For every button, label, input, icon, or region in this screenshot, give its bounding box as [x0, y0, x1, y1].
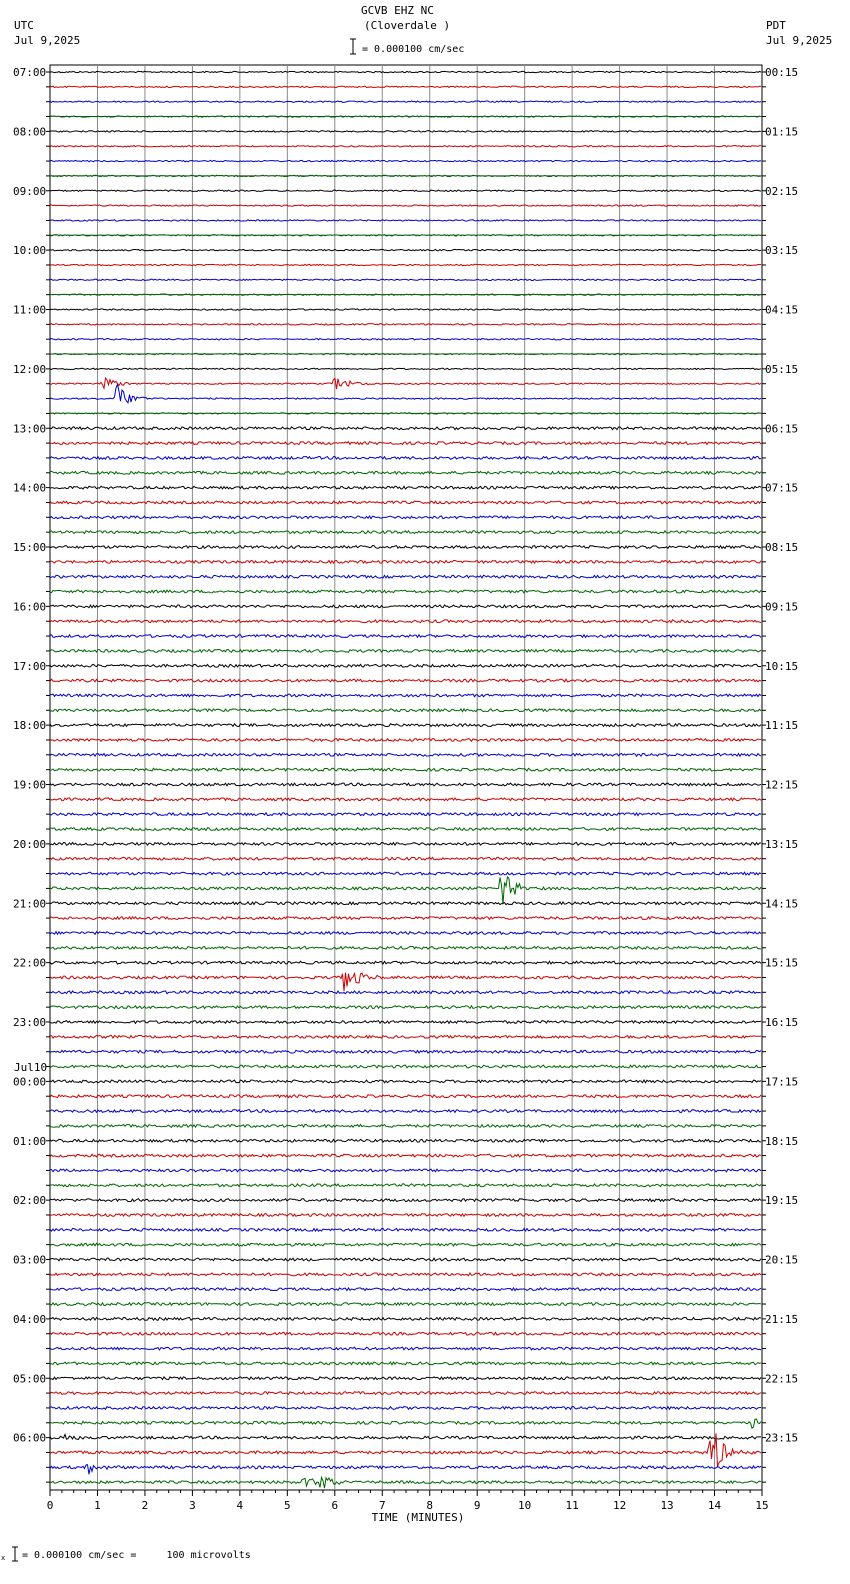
seismic-trace	[50, 1347, 761, 1350]
utc-hour-label: 14:00	[13, 481, 47, 495]
left-date: Jul 9,2025	[14, 34, 81, 47]
utc-hour-label: 09:00	[13, 184, 47, 198]
pdt-hour-label: 18:15	[765, 1134, 799, 1148]
seismic-trace	[50, 1317, 761, 1320]
utc-hour-label: 17:00	[13, 659, 47, 673]
seismic-trace	[50, 872, 761, 875]
x-tick-label: 3	[189, 1499, 196, 1512]
seismic-trace	[50, 768, 761, 771]
pdt-hour-label: 11:15	[765, 719, 799, 733]
seismic-trace	[50, 877, 761, 904]
utc-hour-label: 00:00	[13, 1075, 47, 1089]
seismic-trace	[50, 1065, 761, 1068]
seismic-trace	[50, 694, 761, 697]
station-title: GCVB EHZ NC	[361, 4, 434, 17]
seismic-trace	[50, 664, 761, 667]
pdt-hour-label: 13:15	[765, 837, 799, 851]
seismic-trace	[50, 973, 761, 991]
seismic-trace	[50, 457, 761, 460]
utc-hour-label: 02:00	[13, 1194, 47, 1208]
seismic-trace	[50, 309, 761, 310]
seismic-trace	[50, 798, 761, 801]
pdt-hour-label: 00:15	[765, 66, 799, 79]
utc-hour-label: 11:00	[13, 303, 47, 317]
seismic-trace	[50, 1035, 761, 1038]
utc-hour-label: 01:00	[13, 1134, 47, 1148]
pdt-hour-label: 12:15	[765, 778, 799, 792]
seismic-trace	[50, 917, 761, 920]
utc-hour-label: 03:00	[13, 1253, 47, 1267]
seismic-trace	[50, 546, 761, 549]
seismic-trace	[50, 101, 761, 102]
seismic-trace	[50, 1199, 761, 1202]
pdt-hour-label: 23:15	[765, 1431, 799, 1445]
seismic-trace	[50, 575, 761, 578]
x-tick-label: 4	[236, 1499, 244, 1512]
utc-hour-label: 15:00	[13, 541, 47, 554]
traces	[50, 71, 761, 1488]
seismic-trace	[50, 724, 761, 727]
seismic-trace	[50, 131, 761, 132]
seismic-trace	[50, 205, 761, 206]
seismic-trace	[50, 1110, 761, 1113]
seismic-trace	[50, 1332, 761, 1335]
right-date: Jul 9,2025	[766, 34, 833, 47]
pdt-hour-label: 19:15	[765, 1194, 799, 1208]
seismic-trace	[50, 501, 761, 504]
seismic-trace	[50, 1434, 761, 1439]
x-tick-label: 5	[284, 1499, 291, 1512]
pdt-hour-label: 20:15	[765, 1253, 799, 1267]
utc-hour-label: 18:00	[13, 719, 47, 733]
x-tick-label: 10	[518, 1499, 532, 1512]
utc-hour-label: 22:00	[13, 956, 47, 970]
seismic-trace	[50, 1303, 761, 1306]
date-change-label: Jul10	[14, 1061, 48, 1074]
seismic-trace	[50, 531, 761, 534]
seismic-trace	[50, 249, 761, 250]
utc-hour-label: 16:00	[13, 600, 47, 614]
utc-hour-label: 05:00	[13, 1372, 47, 1386]
seismic-trace	[50, 442, 761, 445]
seismic-trace	[50, 679, 761, 682]
seismic-trace	[50, 71, 761, 72]
seismic-trace	[50, 605, 761, 608]
x-tick-label: 15	[755, 1499, 769, 1512]
x-tick-label: 14	[707, 1499, 722, 1512]
seismic-trace	[50, 650, 761, 653]
pdt-hour-label: 22:15	[765, 1372, 799, 1386]
seismic-trace	[50, 590, 761, 593]
seismic-trace	[50, 635, 761, 638]
seismic-trace	[50, 1407, 761, 1410]
pdt-hour-label: 04:15	[765, 303, 799, 317]
left-timezone: UTC	[14, 19, 34, 32]
utc-hour-label: 19:00	[13, 778, 47, 792]
seismic-trace	[50, 1433, 761, 1466]
calibration-icon	[1, 1545, 21, 1563]
seismic-trace	[50, 1258, 761, 1261]
seismic-trace	[50, 86, 761, 87]
utc-hour-label: 20:00	[13, 837, 47, 851]
utc-hour-label: 12:00	[13, 362, 47, 376]
x-tick-label: 1	[94, 1499, 101, 1512]
pdt-hour-label: 03:15	[765, 244, 799, 258]
seismic-trace	[50, 991, 761, 994]
seismic-trace	[50, 560, 761, 563]
x-tick-label: 12	[612, 1499, 627, 1512]
seismic-trace	[50, 1184, 761, 1187]
seismic-trace	[50, 709, 761, 712]
pdt-hour-label: 15:15	[765, 956, 799, 970]
scale-value: = 0.000100 cm/sec	[362, 44, 465, 55]
x-tick-label: 6	[331, 1499, 339, 1512]
svg-text:x: x	[1, 1554, 6, 1562]
right-timezone: PDT	[766, 19, 786, 32]
seismic-trace	[50, 279, 761, 280]
seismic-trace	[50, 1465, 761, 1475]
pdt-hour-label: 06:15	[765, 422, 799, 436]
seismic-trace	[50, 783, 761, 786]
seismic-trace	[50, 1477, 761, 1488]
utc-hour-label: 10:00	[13, 244, 47, 258]
seismic-trace	[50, 1392, 761, 1395]
utc-hour-label: 06:00	[13, 1431, 47, 1445]
plot-frame	[50, 65, 762, 1490]
seismic-trace	[50, 828, 761, 831]
utc-hour-label: 23:00	[13, 1016, 47, 1029]
seismic-trace	[50, 1419, 761, 1428]
seismic-trace	[50, 264, 761, 265]
x-tick-label: 13	[660, 1499, 674, 1512]
seismic-trace	[50, 961, 761, 964]
x-tick-label: 11	[565, 1499, 579, 1512]
seismic-trace	[50, 753, 761, 756]
seismic-trace	[50, 1050, 761, 1053]
pdt-hour-label: 14:15	[765, 897, 799, 911]
x-tick-label: 0	[46, 1499, 54, 1512]
seismic-trace	[50, 1154, 761, 1157]
seismic-trace	[50, 946, 761, 949]
utc-hour-label: 07:00	[13, 66, 47, 79]
seismic-trace	[50, 857, 761, 860]
seismic-trace	[50, 1228, 761, 1231]
x-axis-label: TIME (MINUTES)	[371, 1511, 465, 1524]
seismic-trace	[50, 1214, 761, 1217]
seismic-trace	[50, 160, 761, 161]
seismic-trace	[50, 1095, 761, 1098]
pdt-hour-label: 16:15	[765, 1016, 799, 1029]
seismic-trace	[50, 146, 761, 147]
seismic-trace	[50, 932, 761, 935]
seismic-trace	[50, 1125, 761, 1128]
seismic-trace	[50, 1377, 761, 1380]
x-tick-label: 2	[141, 1499, 149, 1512]
seismic-trace	[50, 368, 761, 369]
station-location: (Cloverdale )	[364, 19, 451, 32]
seismic-trace	[50, 1021, 761, 1024]
utc-hour-label: 21:00	[13, 897, 47, 911]
pdt-hour-label: 01:15	[765, 125, 799, 139]
seismic-trace	[50, 1288, 761, 1291]
utc-hour-label: 04:00	[13, 1312, 47, 1326]
pdt-hour-label: 17:15	[765, 1075, 799, 1089]
seismic-trace	[50, 843, 761, 846]
seismic-trace	[50, 324, 761, 325]
utc-hour-label: 08:00	[13, 125, 47, 139]
x-tick-label: 7	[378, 1499, 386, 1512]
seismic-trace	[50, 471, 761, 474]
utc-hour-label: 13:00	[13, 422, 47, 436]
seismic-trace	[50, 902, 761, 905]
seismic-trace	[50, 486, 761, 489]
seismic-trace	[50, 378, 761, 389]
seismic-trace	[50, 220, 761, 221]
seismic-trace	[50, 1362, 761, 1365]
x-tick-label: 9	[473, 1499, 481, 1512]
seismic-trace	[50, 190, 761, 191]
seismic-trace	[50, 1273, 761, 1276]
seismic-trace	[50, 338, 761, 339]
seismic-trace	[50, 739, 761, 742]
pdt-hour-label: 07:15	[765, 481, 799, 495]
seismic-trace	[50, 427, 761, 430]
seismic-trace	[50, 384, 761, 402]
pdt-hour-label: 08:15	[765, 541, 799, 554]
pdt-hour-label: 02:15	[765, 184, 799, 198]
seismic-trace	[50, 516, 761, 519]
seismic-trace	[50, 620, 761, 623]
seismic-trace	[50, 1006, 761, 1009]
x-tick-label: 8	[426, 1499, 434, 1512]
pdt-hour-label: 21:15	[765, 1312, 799, 1326]
pdt-hour-label: 09:15	[765, 600, 799, 614]
seismic-trace	[50, 813, 761, 816]
calibration-text: = 0.000100 cm/sec = 100 microvolts	[22, 1550, 251, 1561]
pdt-hour-label: 05:15	[765, 362, 799, 376]
seismic-trace	[50, 1139, 761, 1142]
seismic-trace	[50, 1169, 761, 1172]
pdt-hour-label: 10:15	[765, 659, 799, 673]
seismic-trace	[50, 1080, 761, 1083]
seismic-trace	[50, 1243, 761, 1246]
